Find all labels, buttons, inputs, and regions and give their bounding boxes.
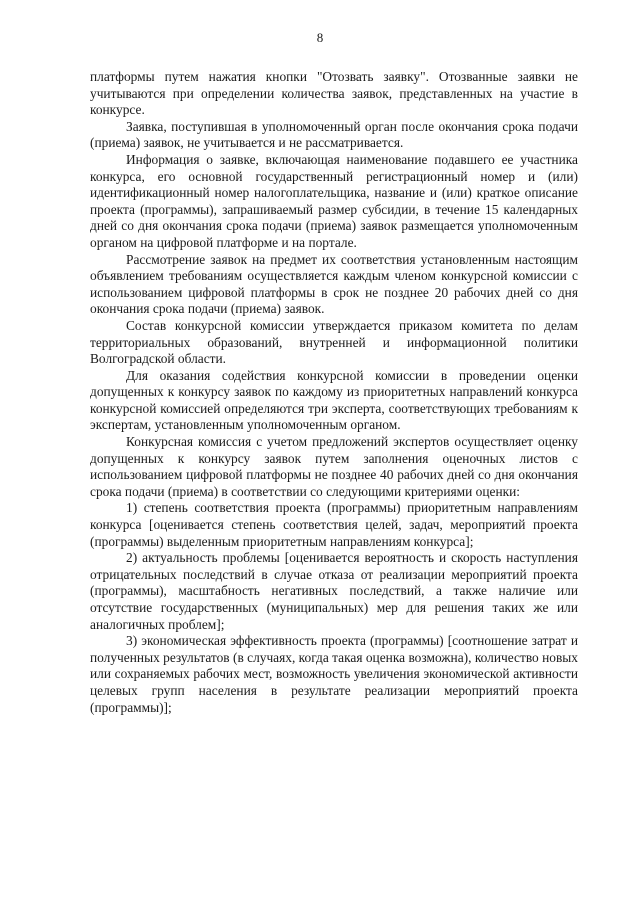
paragraph: Для оказания содействия конкурсной комиссии в проведении оценки допущенных к конкурсу заявок по каждому из приоритетных направлений конкурса конкурсной комиссией определяются три эксперта, соответствующих требованиям к экспертам, установленным уполномоченным органом. — [90, 367, 578, 433]
page-number: 8 — [316, 30, 324, 45]
paragraph: платформы путем нажатия кнопки "Отозвать заявку". Отозванные заявки не учитываются при определении количества заявок, представленных на участие в конкурсе. — [90, 69, 578, 118]
criterion-item: 2) актуальность проблемы [оценивается вероятность и скорость наступления отрицательных последствий в случае отказа от реализации мероприятий проекта (программы), масштабность негативных последствий, а также наличие или отсутствие государственных (муниципальных) мер для решения таких же или аналогичных проблем]; — [90, 550, 578, 632]
paragraph: Конкурсная комиссия с учетом предложений экспертов осуществляет оценку допущенных к конкурсу заявок путем заполнения оценочных листов с использованием цифровой платформы не позднее 40 рабочих дней со дня окончания срока подачи (приема) в соответствии со следующими критериями оценки: — [90, 434, 578, 499]
criterion-item: 1) степень соответствия проекта (программы) приоритетным направлениям конкурса [оценивается степень соответствия целей, задач, мероприятий проекта (программы) выделенным приоритетным направлениям конкурса]; — [90, 500, 578, 549]
paragraph: Рассмотрение заявок на предмет их соответствия установленным настоящим объявлением требованиям осуществляется каждым членом конкурсной комиссии с использованием цифровой платформы в срок не позднее 20 рабочих дней со дня окончания срока подачи (приема) заявок. — [90, 251, 578, 317]
criterion-item: 3) экономическая эффективность проекта (программы) [соотношение затрат и полученных результатов (в случаях, когда такая оценка возможна), количество новых или сохраняемых рабочих мест, возможность увеличения экономической активности целевых групп населения в результате реализации мероприятий проекта (программы)]; — [90, 633, 578, 715]
document-body — [90, 69, 578, 716]
paragraph: Заявка, поступившая в уполномоченный орган после окончания срока подачи (приема) заявок, не учитывается и не рассматривается. — [90, 118, 578, 151]
paragraph: Информация о заявке, включающая наименование подавшего ее участника конкурса, его основной государственный регистрационный номер и (или) идентификационный номер налогоплательщика, название и (или) краткое описание проекта (программы), запрашиваемый размер субсидии, в течение 15 календарных дней со дня окончания срока подачи (приема) заявок размещается уполномоченным органом на цифровой платформе и на портале. — [90, 151, 578, 250]
paragraph: Состав конкурсной комиссии утверждается приказом комитета по делам территориальных образований, внутренней и информационной политики Волгоградской области. — [90, 317, 578, 367]
